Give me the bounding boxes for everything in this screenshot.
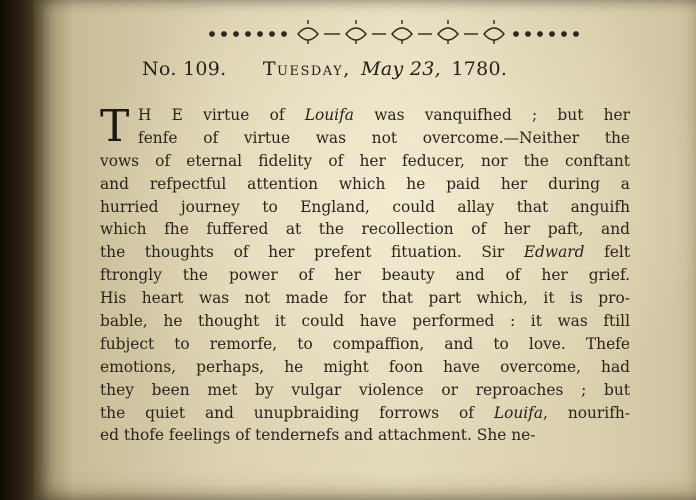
text-line: fubject to remorfe, to compaffion, and to love. Thefe — [100, 334, 630, 353]
drop-cap: T — [100, 101, 130, 152]
essay-body — [100, 101, 631, 447]
fleuron-ornament-icon — [204, 10, 604, 46]
text-line: which fhe fuffered at the recollection of her paft, and — [100, 220, 630, 239]
text-line: bable, he thought it could have performed : it was ftill — [100, 312, 630, 331]
text-line: H E virtue of Louifa was vanquifhed ; but her — [138, 106, 630, 124]
text-line: hurried journey to England, could allay that anguifh — [100, 197, 630, 216]
text-line: His heart was not made for that part which, it is pro- — [100, 289, 630, 308]
issue-number: No. 109. — [142, 58, 227, 80]
issue-heading — [142, 58, 642, 80]
book-page — [34, 0, 696, 500]
issue-day: Tuesday, — [262, 58, 351, 80]
text-line: the quiet and unupbraiding forrows of Louifa, nourifh- — [100, 403, 631, 422]
text-line: ftrongly the power of her beauty and of her grief. — [100, 266, 630, 285]
text-line: emotions, perhaps, he might foon have overcome, had — [100, 357, 630, 376]
text-line: the thoughts of her prefent fituation. Sir Edward felt — [100, 243, 631, 262]
text-line: fenfe of virtue was not overcome.—Neither the — [138, 128, 630, 147]
text-line: and refpectful attention which he paid her during a — [100, 174, 630, 193]
text-line: vows of eternal fidelity of her feducer, nor the conftant — [100, 151, 630, 170]
issue-date: May 23, — [361, 58, 442, 80]
issue-year: 1780. — [451, 58, 508, 80]
text-line: they been met by vulgar violence or reproaches ; but — [100, 380, 630, 399]
text-line: ed thofe feelings of tendernefs and attachment. She ne- — [100, 426, 536, 445]
